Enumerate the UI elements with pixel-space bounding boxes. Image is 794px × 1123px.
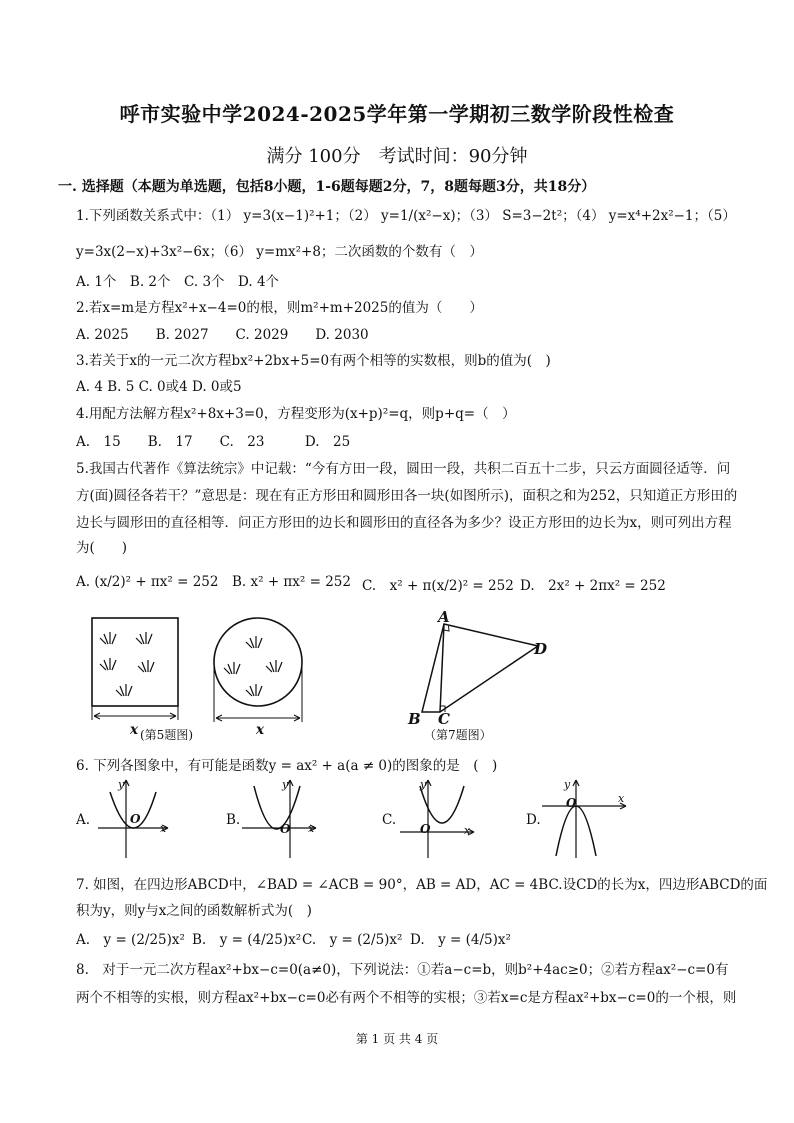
q6-a-y-label: y (118, 778, 125, 791)
q7-line1: 7. 如图，在四边形ABCD中，∠BAD = ∠ACB = 90°，AB = AD，AC = 4BC.设CD的长为x，四边形ABCD的面 (76, 877, 768, 893)
figure5-caption: (第5题图) (140, 728, 193, 742)
q6-label-c: C. (382, 812, 397, 828)
q6-graph-d (540, 776, 630, 860)
q1-line1: 1.下列函数关系式中：（1） y=3(x−1)²+1；（2） y=1/(x²−x)；（3） S=3−2t²；（4） y=x⁴+2x²−1；（5） (76, 208, 736, 224)
q7-option-b: B. y = (4/25)x² (192, 932, 302, 948)
q4-options: A. 15 B. 17 C. 23 D. 25 (76, 434, 351, 450)
point-b-label: B (408, 710, 421, 728)
q6-d-x-label: x (618, 792, 625, 805)
q2-stem: 2.若x=m是方程x²+x−4=0的根，则m²+m+2025的值为（ ） (76, 300, 483, 316)
point-d-label: D (534, 640, 548, 658)
square-x-label: x (130, 722, 139, 738)
q6-b-origin: O (280, 822, 291, 836)
q6-stem: 6. 下列各图象中，有可能是函数y = ax² + a(a ≠ 0)的图象的是 ( ) (76, 758, 498, 774)
q5-option-b: B. x² + πx² = 252 (232, 574, 351, 590)
figure7-caption: （第7题图） (424, 728, 492, 742)
point-c-label: C (438, 710, 450, 728)
q6-c-y-label: y (420, 778, 427, 791)
section-heading: 一. 选择题（本题为单选题，包括8小题，1-6题每题2分，7，8题每题3分，共18分） (58, 179, 596, 195)
q6-label-d: D. (526, 812, 541, 828)
circle-field-figure (208, 614, 314, 728)
q8-line1: 8. 对于一元二次方程ax²+bx−c=0(a≠0)，下列说法：①若a−c=b，则b²+4ac≥0；②若方程ax²−c=0有 (76, 962, 729, 978)
q6-d-y-label: y (564, 778, 571, 791)
q6-graph-b (240, 776, 320, 860)
circle-x-label: x (256, 722, 265, 738)
q7-line2: 积为y，则y与x之间的函数解析式为( ) (76, 903, 312, 919)
q5-option-c: C. x² + π(x/2)² = 252 (362, 578, 514, 594)
q3-options: A. 4 B. 5 C. 0或4 D. 0或5 (76, 379, 242, 395)
q6-b-x-label: x (308, 822, 315, 835)
q5-option-d: D. 2x² + 2πx² = 252 (520, 578, 666, 594)
q7-option-c: C. y = (2/5)x² (302, 932, 403, 948)
page-footer: 第 1 页 共 4 页 (355, 1032, 439, 1046)
q1-line2: y=3x(2−x)+3x²−6x；（6） y=mx²+8；二次函数的个数有（ ） (76, 244, 483, 260)
q5-option-a: A. (x/2)² + πx² = 252 (76, 574, 219, 590)
q6-d-origin: O (566, 796, 577, 810)
q8-line2: 两个不相等的实根，则方程ax²+bx−c=0必有两个不相等的实根；③若x=c是方程ax²+bx−c=0的一个根，则 (76, 990, 737, 1006)
page-title: 呼市实验中学2024-2025学年第一学期初三数学阶段性检查 (119, 102, 675, 126)
q6-a-origin: O (130, 812, 141, 826)
q5-line2: 方(面)圆径各若干？”意思是：现在有正方形田和圆形田各一块(如图所示)，面积之和为252，只知道正方形田的 (76, 488, 738, 504)
q7-option-a: A. y = (2/25)x² (76, 932, 185, 948)
q5-line3: 边长与圆形田的直径相等．问正方形田的边长和圆形田的直径各为多少？设正方形田的边长为x，则可列出方程 (76, 515, 732, 531)
q7-option-d: D. y = (4/5)x² (410, 932, 511, 948)
q6-label-b: B. (226, 812, 241, 828)
q6-c-origin: O (420, 822, 431, 836)
square-field-figure (86, 614, 198, 744)
q1-options: A. 1个 B. 2个 C. 3个 D. 4个 (76, 274, 280, 290)
q6-c-x-label: x (464, 824, 471, 837)
q3-stem: 3.若关于x的一元二次方程bx²+2bx+5=0有两个相等的实数根，则b的值为( ) (76, 353, 551, 369)
q6-label-a: A. (76, 812, 91, 828)
q4-stem: 4.用配方法解方程x²+8x+3=0，方程变形为(x+p)²=q，则p+q=（ ） (76, 406, 516, 422)
q2-options: A. 2025 B. 2027 C. 2029 D. 2030 (76, 327, 369, 343)
q6-a-x-label: x (160, 822, 167, 835)
q6-b-y-label: y (282, 778, 289, 791)
point-a-label: A (438, 608, 450, 626)
exam-meta: 满分 100分 考试时间：90分钟 (266, 146, 528, 167)
quadrilateral-figure (410, 608, 560, 718)
q6-graph-c (398, 776, 478, 860)
q5-line1: 5.我国古代著作《算法统宗》中记载：“今有方田一段，圆田一段，共积二百五十二步，只云方面圆径适等．问 (76, 461, 731, 477)
q5-line4: 为( ) (76, 540, 128, 556)
